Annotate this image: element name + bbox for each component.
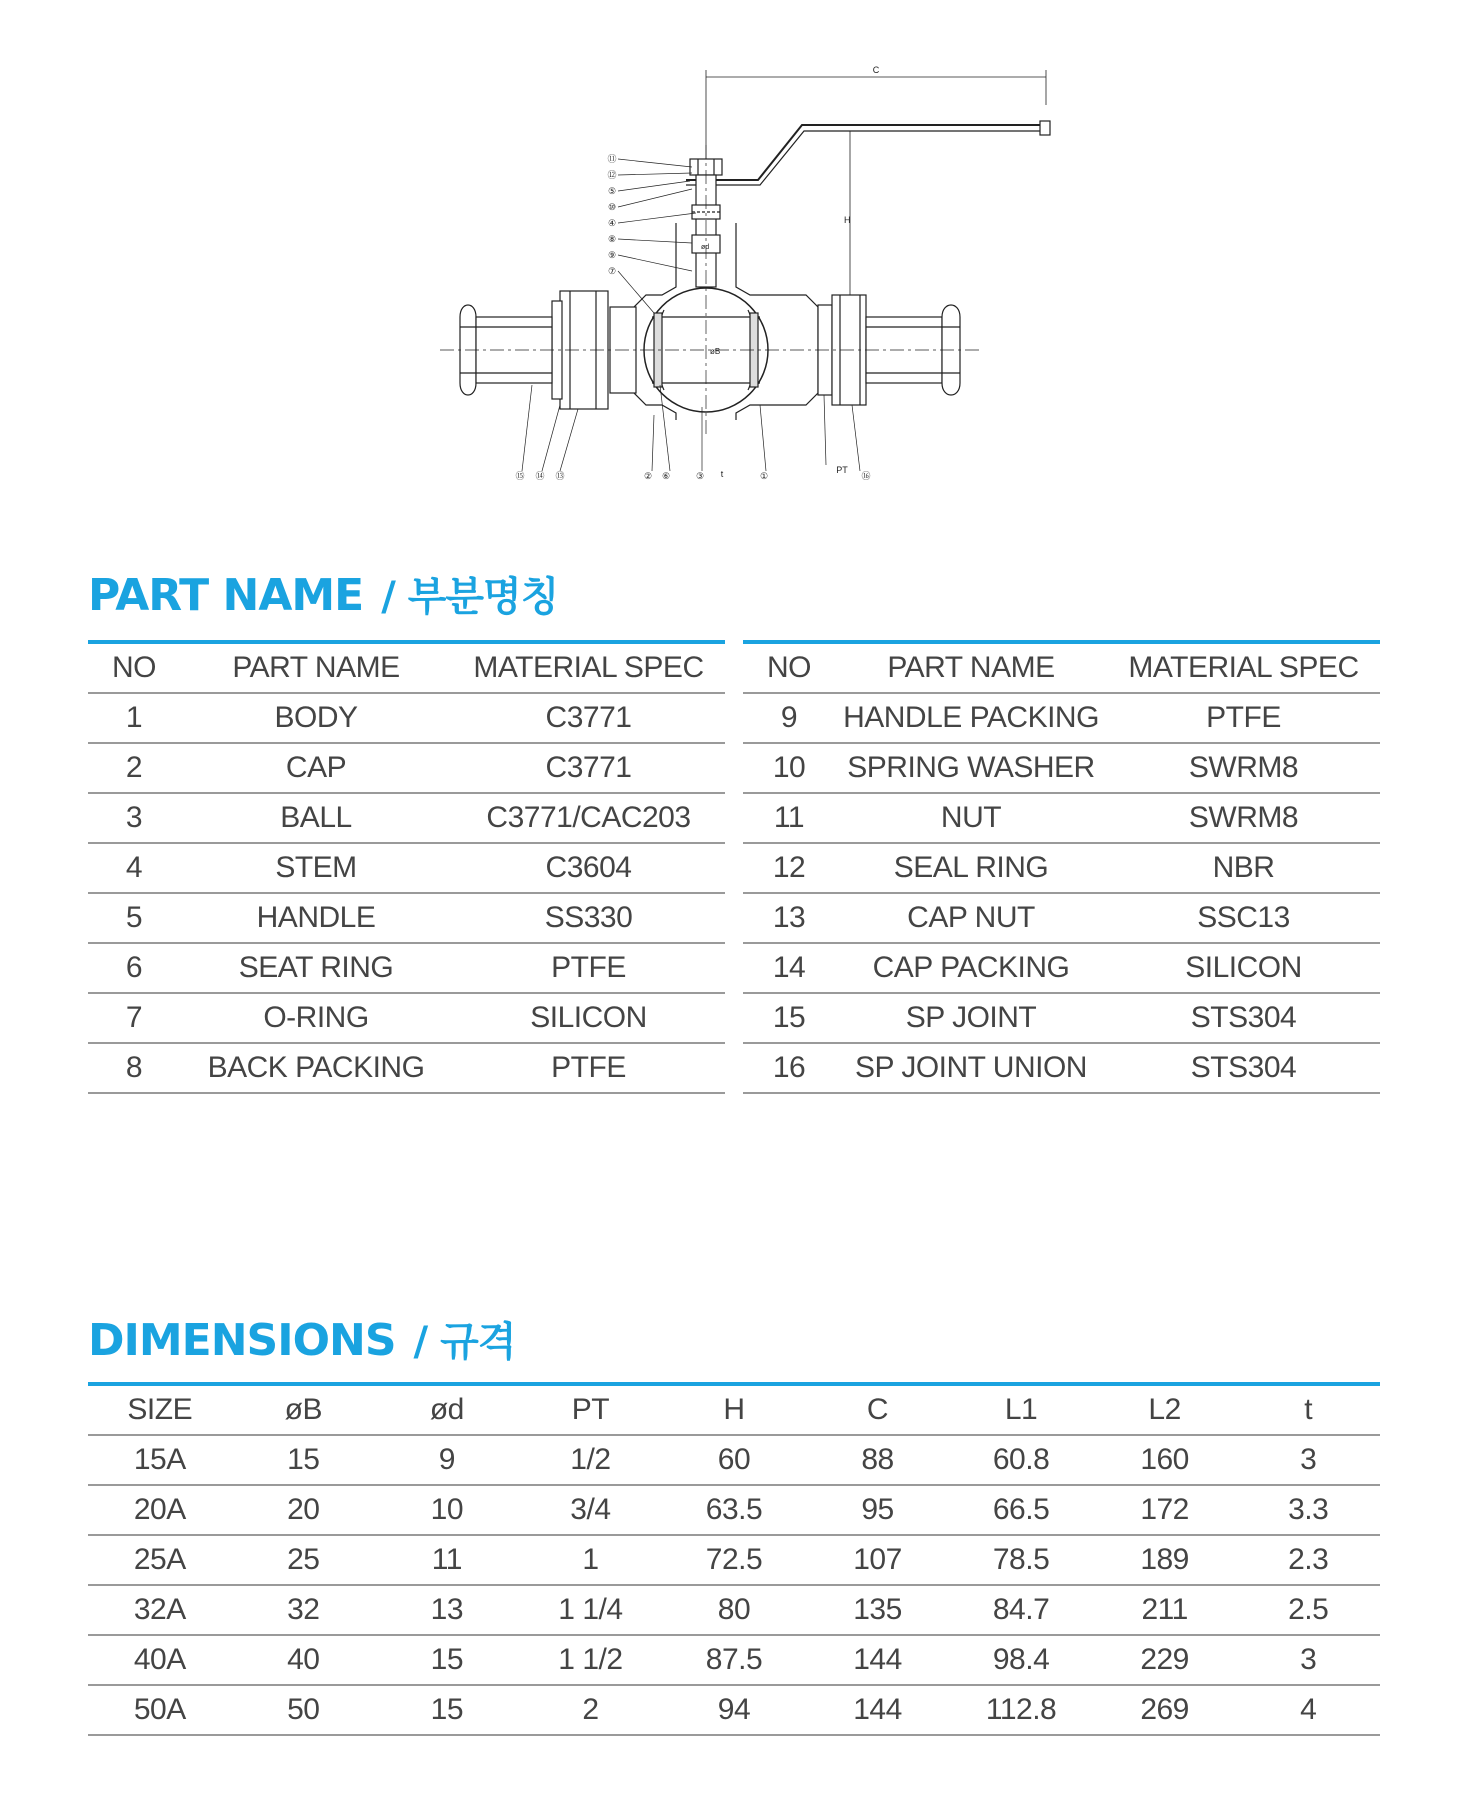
material-spec: C3771 (452, 743, 725, 793)
table-row (88, 743, 725, 793)
cell-od: 9 (375, 1435, 519, 1485)
cell-l1: 98.4 (949, 1635, 1093, 1685)
col-header-no: NO (88, 642, 180, 693)
part-no: 13 (743, 893, 835, 943)
dim-label-ob: øB (710, 347, 721, 356)
table-row (743, 693, 1380, 743)
cell-c: 88 (806, 1435, 950, 1485)
cell-od: 15 (375, 1635, 519, 1685)
part-no: 8 (88, 1043, 180, 1093)
part-name: SEAL RING (835, 843, 1107, 893)
cell-size: 50A (88, 1685, 232, 1735)
material-spec: SWRM8 (1107, 793, 1380, 843)
part-no: 1 (88, 693, 180, 743)
cell-l2: 211 (1093, 1585, 1237, 1635)
cell-c: 107 (806, 1535, 950, 1585)
cell-pt: 1/2 (519, 1435, 663, 1485)
part-name: HANDLE (180, 893, 452, 943)
part-name: NUT (835, 793, 1107, 843)
callout-6: ⑥ (661, 471, 671, 481)
col-header-t: t (1236, 1384, 1380, 1435)
part-name: BODY (180, 693, 452, 743)
part-name: HANDLE PACKING (835, 693, 1107, 743)
dim-label-t: t (720, 469, 724, 479)
callout-12: ⑫ (607, 170, 617, 180)
cell-ob: 20 (232, 1485, 376, 1535)
part-name: BACK PACKING (180, 1043, 452, 1093)
table-row (743, 793, 1380, 843)
parts-table-left (88, 640, 725, 1094)
cell-t: 3.3 (1236, 1485, 1380, 1535)
cell-t: 3 (1236, 1635, 1380, 1685)
material-spec: C3604 (452, 843, 725, 893)
col-header-size: SIZE (88, 1384, 232, 1435)
cell-c: 95 (806, 1485, 950, 1535)
callout-10: ⑩ (607, 202, 617, 212)
cell-ob: 15 (232, 1435, 376, 1485)
cell-l2: 172 (1093, 1485, 1237, 1535)
col-header-material-spec: MATERIAL SPEC (452, 642, 725, 693)
cell-ob: 25 (232, 1535, 376, 1585)
part-no: 15 (743, 993, 835, 1043)
parts-table-right (743, 640, 1380, 1094)
cell-od: 15 (375, 1685, 519, 1735)
part-no: 16 (743, 1043, 835, 1093)
part-no: 12 (743, 843, 835, 893)
table-row (88, 1043, 725, 1093)
part-no: 4 (88, 843, 180, 893)
col-header-part-name: PART NAME (835, 642, 1107, 693)
cell-t: 2.5 (1236, 1585, 1380, 1635)
dim-label-pt: PT (836, 465, 848, 475)
table-row (88, 993, 725, 1043)
cell-h: 87.5 (662, 1635, 806, 1685)
part-no: 3 (88, 793, 180, 843)
part-name: SEAT RING (180, 943, 452, 993)
part-no: 2 (88, 743, 180, 793)
cell-h: 60 (662, 1435, 806, 1485)
cell-size: 15A (88, 1435, 232, 1485)
dimensions-section-title (88, 1310, 515, 1367)
cell-pt: 1 (519, 1535, 663, 1585)
material-spec: PTFE (452, 943, 725, 993)
cell-od: 10 (375, 1485, 519, 1535)
material-spec: PTFE (452, 1043, 725, 1093)
cell-size: 32A (88, 1585, 232, 1635)
col-header-h: H (662, 1384, 806, 1435)
dim-label-h: H (844, 215, 851, 225)
col-header-ob: øB (232, 1384, 376, 1435)
part-no: 11 (743, 793, 835, 843)
part-name: SP JOINT UNION (835, 1043, 1107, 1093)
cell-t: 2.3 (1236, 1535, 1380, 1585)
cell-l2: 269 (1093, 1685, 1237, 1735)
parts-title-en: PART NAME (88, 570, 364, 621)
material-spec: SILICON (1107, 943, 1380, 993)
part-name: CAP (180, 743, 452, 793)
dims-title-en: DIMENSIONS (88, 1315, 396, 1366)
dims-title-kr: / 규격 (413, 1319, 516, 1365)
col-header-c: C (806, 1384, 950, 1435)
material-spec: STS304 (1107, 993, 1380, 1043)
part-name: CAP NUT (835, 893, 1107, 943)
callout-9: ⑨ (607, 250, 617, 260)
callout-14: ⑭ (535, 471, 545, 481)
material-spec: STS304 (1107, 1043, 1380, 1093)
cell-ob: 40 (232, 1635, 376, 1685)
cell-pt: 3/4 (519, 1485, 663, 1535)
col-header-pt: PT (519, 1384, 663, 1435)
cell-l2: 189 (1093, 1535, 1237, 1585)
cell-t: 3 (1236, 1435, 1380, 1485)
material-spec: SILICON (452, 993, 725, 1043)
callout-4: ④ (607, 218, 617, 228)
callout-13: ⑬ (555, 471, 565, 481)
cell-size: 40A (88, 1635, 232, 1685)
cell-l1: 112.8 (949, 1685, 1093, 1735)
table-row (88, 793, 725, 843)
cell-pt: 1 1/2 (519, 1635, 663, 1685)
part-name: O-RING (180, 993, 452, 1043)
part-name: SPRING WASHER (835, 743, 1107, 793)
cell-l1: 66.5 (949, 1485, 1093, 1535)
part-no: 10 (743, 743, 835, 793)
dim-label-c: C (872, 65, 880, 75)
callout-1: ① (759, 471, 769, 481)
table-row (88, 1585, 1380, 1635)
material-spec: C3771/CAC203 (452, 793, 725, 843)
cell-od: 11 (375, 1535, 519, 1585)
col-header-part-name: PART NAME (180, 642, 452, 693)
part-no: 6 (88, 943, 180, 993)
callout-15: ⑮ (515, 471, 525, 481)
col-header-material-spec: MATERIAL SPEC (1107, 642, 1380, 693)
part-no: 9 (743, 693, 835, 743)
table-row (88, 693, 725, 743)
table-row (743, 843, 1380, 893)
cell-pt: 1 1/4 (519, 1585, 663, 1635)
callout-5: ⑤ (607, 186, 617, 196)
callout-3: ③ (695, 471, 705, 481)
table-row (743, 993, 1380, 1043)
cell-c: 135 (806, 1585, 950, 1635)
valve-technical-drawing (420, 55, 1000, 481)
cell-ob: 32 (232, 1585, 376, 1635)
callout-2: ② (643, 471, 653, 481)
callout-16: ⑯ (861, 471, 871, 481)
material-spec: C3771 (452, 693, 725, 743)
cell-h: 63.5 (662, 1485, 806, 1535)
cell-pt: 2 (519, 1685, 663, 1735)
table-row (88, 893, 725, 943)
part-no: 5 (88, 893, 180, 943)
parts-title-kr: / 부분명칭 (381, 574, 559, 620)
parts-header-row (743, 642, 1380, 693)
part-name: STEM (180, 843, 452, 893)
cell-c: 144 (806, 1685, 950, 1735)
cell-size: 25A (88, 1535, 232, 1585)
cell-l2: 229 (1093, 1635, 1237, 1685)
parts-header-row (88, 642, 725, 693)
material-spec: NBR (1107, 843, 1380, 893)
col-header-l2: L2 (1093, 1384, 1237, 1435)
cell-c: 144 (806, 1635, 950, 1685)
part-name: BALL (180, 793, 452, 843)
part-no: 14 (743, 943, 835, 993)
callout-8: ⑧ (607, 234, 617, 244)
table-row (88, 943, 725, 993)
material-spec: SWRM8 (1107, 743, 1380, 793)
table-row (743, 893, 1380, 943)
dimensions-table (88, 1382, 1380, 1736)
callout-7: ⑦ (607, 266, 617, 276)
part-name: CAP PACKING (835, 943, 1107, 993)
col-header-no: NO (743, 642, 835, 693)
material-spec: SS330 (452, 893, 725, 943)
cell-l1: 84.7 (949, 1585, 1093, 1635)
cell-size: 20A (88, 1485, 232, 1535)
material-spec: PTFE (1107, 693, 1380, 743)
col-header-od: ød (375, 1384, 519, 1435)
table-row (88, 1685, 1380, 1735)
table-row (743, 743, 1380, 793)
part-name: SP JOINT (835, 993, 1107, 1043)
material-spec: SSC13 (1107, 893, 1380, 943)
part-no: 7 (88, 993, 180, 1043)
callout-11: ⑪ (607, 154, 617, 164)
table-row (88, 1535, 1380, 1585)
cell-l1: 78.5 (949, 1535, 1093, 1585)
dim-label-od: ød (701, 244, 710, 251)
col-header-l1: L1 (949, 1384, 1093, 1435)
table-row (88, 1485, 1380, 1535)
table-row (88, 843, 725, 893)
cell-l1: 60.8 (949, 1435, 1093, 1485)
cell-h: 72.5 (662, 1535, 806, 1585)
cell-od: 13 (375, 1585, 519, 1635)
table-row (743, 943, 1380, 993)
table-row (88, 1635, 1380, 1685)
dimensions-table-body (88, 1435, 1380, 1735)
cell-h: 80 (662, 1585, 806, 1635)
cell-h: 94 (662, 1685, 806, 1735)
table-row (743, 1043, 1380, 1093)
dims-header-row (88, 1384, 1380, 1435)
cell-ob: 50 (232, 1685, 376, 1735)
cell-t: 4 (1236, 1685, 1380, 1735)
parts-section-title (88, 565, 558, 622)
table-row (88, 1435, 1380, 1485)
cell-l2: 160 (1093, 1435, 1237, 1485)
